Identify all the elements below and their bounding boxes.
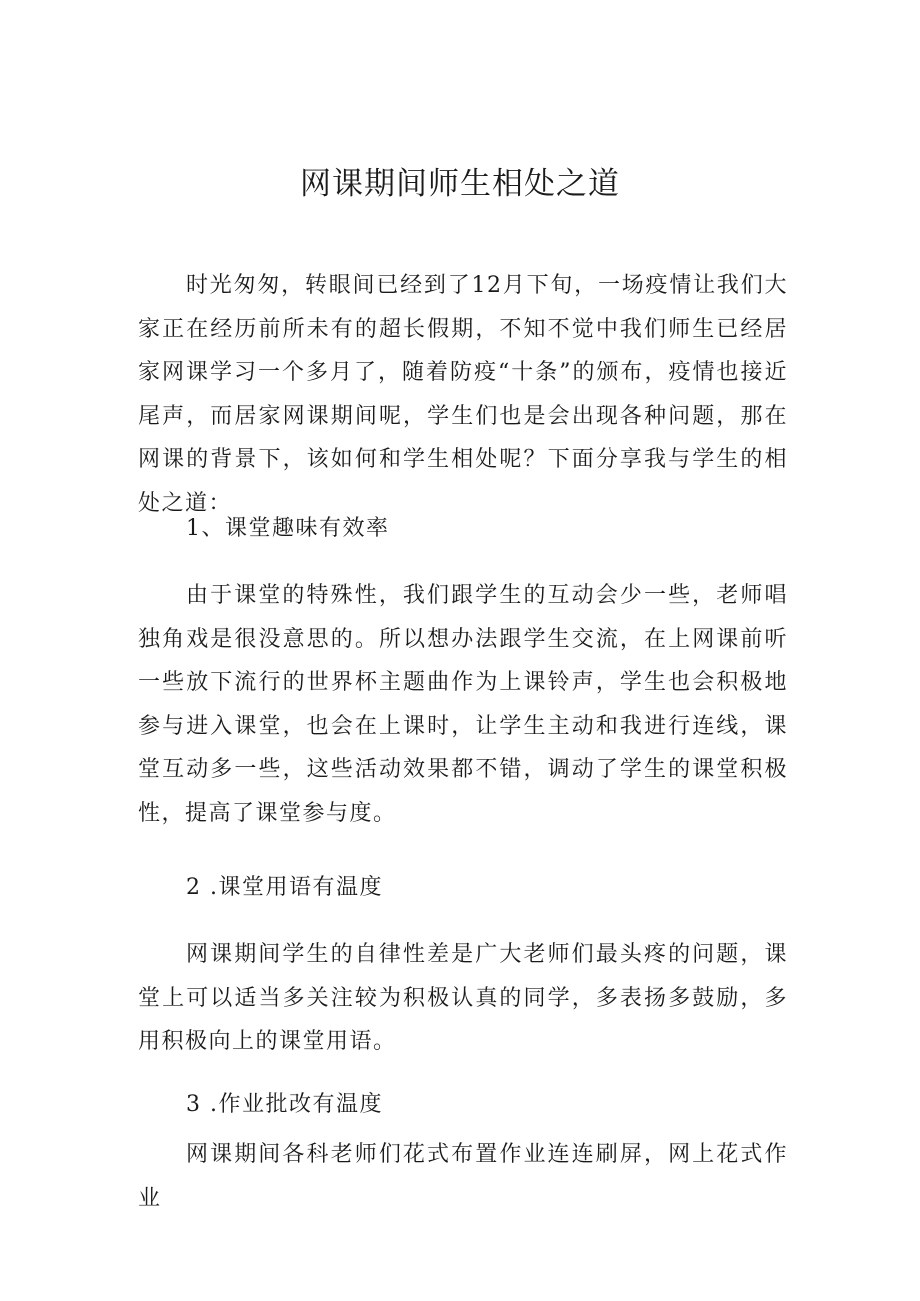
section-3-body: 网课期间各科老师们花式布置作业连连刷屏，网上花式作业 [138, 1142, 788, 1211]
intro-paragraph: 时光匆匆，转眼间已经到了12月下旬，一场疫情让我们大家正在经历前所未有的超长假期，不知不觉中我们师生已经居家网课学习一个多月了，随着防疫“十条”的颁布，疫情也接近尾声，而居家网课期间呢，学生们也是会出现各种问题，那在网课的背景下，该如何和学生相处呢？下面分享我与学生的相处之道： [138, 273, 788, 516]
section-2-heading: 2 .课堂用语有温度 [186, 875, 383, 900]
document-title: 网课期间师生相处之道 [300, 166, 620, 202]
section-3-heading: 3 .作业批改有温度 [186, 1092, 383, 1117]
section-1-body: 由于课堂的特殊性，我们跟学生的互动会少一些，老师唱独角戏是很没意思的。所以想办法跟学生交流，在上网课前听一些放下流行的世界杯主题曲作为上课铃声，学生也会积极地参与进入课堂，也会在上课时，让学生主动和我进行连线，课堂互动多一些，这些活动效果都不错，调动了学生的课堂积极性，提高了课堂参与度。 [138, 583, 788, 826]
section-2-body: 网课期间学生的自律性差是广大老师们最头疼的问题，课堂上可以适当多关注较为积极认真的同学，多表扬多鼓励，多用积极向上的课堂用语。 [138, 942, 788, 1054]
section-1-heading: 1、课堂趣味有效率 [186, 516, 390, 541]
